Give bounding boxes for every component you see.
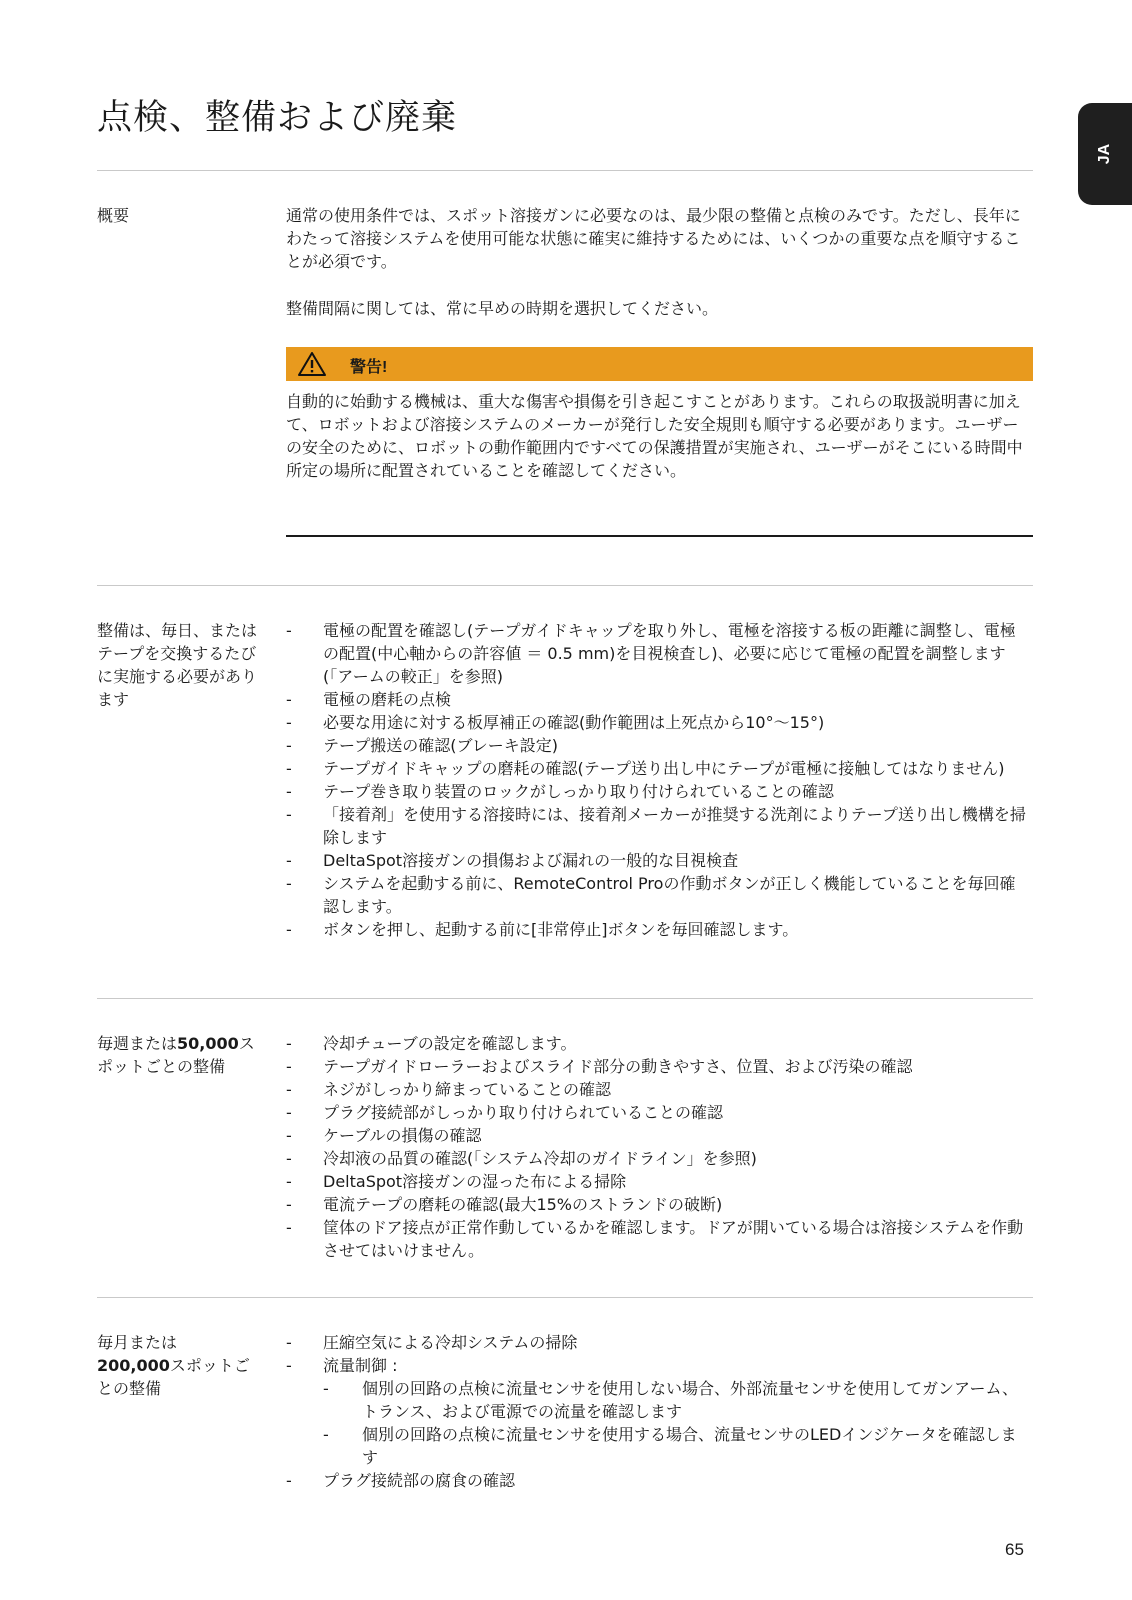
page-number: 65	[1005, 1540, 1024, 1559]
warning-text: 自動的に始動する機械は、重大な傷害や損傷を引き起こすことがあります。これらの取扱説明書に加えて、ロボットおよび溶接システムのメーカーが発行した安全規則も順守する必要があります。ユーザーの安全のために、ロボットの動作範囲内ですべての保護措置が実施され、ユーザーがそこにいる時間中所定の場所に配置されていることを確認してください。	[286, 392, 1023, 480]
sub-list-item: - 個別の回路の点検に流量センサを使用する場合、流量センサのLEDインジケータを確認します	[323, 1423, 1026, 1469]
list-item: - 「接着剤」を使用する溶接時には、接着剤メーカーが推奨する洗剤によりテープ送り出し機構を掃除します	[286, 803, 1026, 849]
section-divider	[97, 1297, 1033, 1298]
warning-end-rule	[286, 535, 1033, 537]
list-item: - プラグ接続部がしっかり取り付けられていることの確認	[286, 1101, 1026, 1124]
weekly-checklist	[286, 1032, 1026, 1262]
monthly-body	[286, 1331, 1026, 1492]
list-item: - テープ搬送の確認(ブレーキ設定)	[286, 734, 1026, 757]
daily-body	[286, 619, 1026, 941]
list-item: - 冷却チューブの設定を確認します。	[286, 1032, 1026, 1055]
flow-control-sublist	[323, 1377, 1026, 1469]
warning-label: 警告!	[350, 359, 388, 376]
list-item: - DeltaSpot溶接ガンの損傷および漏れの一般的な目視検査	[286, 849, 1026, 872]
sub-list-item: - 個別の回路の点検に流量センサを使用しない場合、外部流量センサを使用してガンアーム、トランス、および電源での流量を確認します	[323, 1377, 1026, 1423]
list-item: - 流量制御 : - 個別の回路の点検に流量センサを使用しない場合、外部流量センサを使用してガンアーム、トランス、および電源での流量を確認します - 個別の回路の点検に流量センサを使用する場合、流量センサのLEDインジケータを確認します	[286, 1354, 1026, 1469]
weekly-heading: 毎週または50,000スポットごとの整備	[97, 1034, 255, 1076]
warning-triangle-icon	[297, 351, 327, 377]
list-item: - ネジがしっかり締まっていることの確認	[286, 1078, 1026, 1101]
monthly-checklist	[286, 1331, 1026, 1492]
list-item: - ケーブルの損傷の確認	[286, 1124, 1026, 1147]
daily-checklist	[286, 619, 1026, 941]
list-item: - システムを起動する前に、RemoteControl Proの作動ボタンが正しく機能していることを毎回確認します。	[286, 872, 1026, 918]
weekly-body	[286, 1032, 1026, 1262]
list-item: - 筐体のドア接点が正常作動しているかを確認します。ドアが開いている場合は溶接システムを作動させてはいけません。	[286, 1216, 1026, 1262]
section-divider	[97, 585, 1033, 586]
page-title: 点検、整備および廃棄	[97, 98, 458, 138]
overview-paragraph: 整備間隔に関しては、常に早めの時期を選択してください。	[286, 299, 719, 318]
warning-banner	[286, 347, 1033, 381]
list-item: - 電極の磨耗の点検	[286, 688, 1026, 711]
list-item: - テープ巻き取り装置のロックがしっかり取り付けられていることの確認	[286, 780, 1026, 803]
list-item: - テープガイドキャップの磨耗の確認(テープ送り出し中にテープが電極に接触してはなりません)	[286, 757, 1026, 780]
list-item: - 冷却液の品質の確認(「システム冷却のガイドライン」を参照)	[286, 1147, 1026, 1170]
list-item: - 電流テープの磨耗の確認(最大15%のストランドの破断)	[286, 1193, 1026, 1216]
list-item: - 電極の配置を確認し(テープガイドキャップを取り外し、電極を溶接する板の距離に調整し、電極の配置(中心軸からの許容値 ＝ 0.5 mm)を目視検査し)、必要に応じて電極の配置を調整します(「アームの較正」を参照)	[286, 619, 1026, 688]
list-item: - DeltaSpot溶接ガンの湿った布による掃除	[286, 1170, 1026, 1193]
daily-heading: 整備は、毎日、またはテープを交換するたびに実施する必要があります	[97, 621, 258, 709]
language-tab	[1078, 103, 1132, 205]
monthly-heading: 毎月または 200,000スポットごとの整備	[97, 1333, 250, 1398]
overview-body	[286, 204, 1026, 320]
list-item: - テープガイドローラーおよびスライド部分の動きやすさ、位置、および汚染の確認	[286, 1055, 1026, 1078]
section-divider	[97, 170, 1033, 171]
list-item: - プラグ接続部の腐食の確認	[286, 1469, 1026, 1492]
language-tab-label: JA	[1096, 143, 1113, 165]
list-item: - 必要な用途に対する板厚補正の確認(動作範囲は上死点から10°〜15°)	[286, 711, 1026, 734]
list-item: - 圧縮空気による冷却システムの掃除	[286, 1331, 1026, 1354]
overview-paragraph: 通常の使用条件では、スポット溶接ガンに必要なのは、最少限の整備と点検のみです。ただし、長年にわたって溶接システムを使用可能な状態に確実に維持するためには、いくつかの重要な点を順守することが必須です。	[286, 206, 1021, 271]
section-divider	[97, 998, 1033, 999]
overview-heading: 概要	[97, 206, 130, 225]
list-item: - ボタンを押し、起動する前に[非常停止]ボタンを毎回確認します。	[286, 918, 1026, 941]
